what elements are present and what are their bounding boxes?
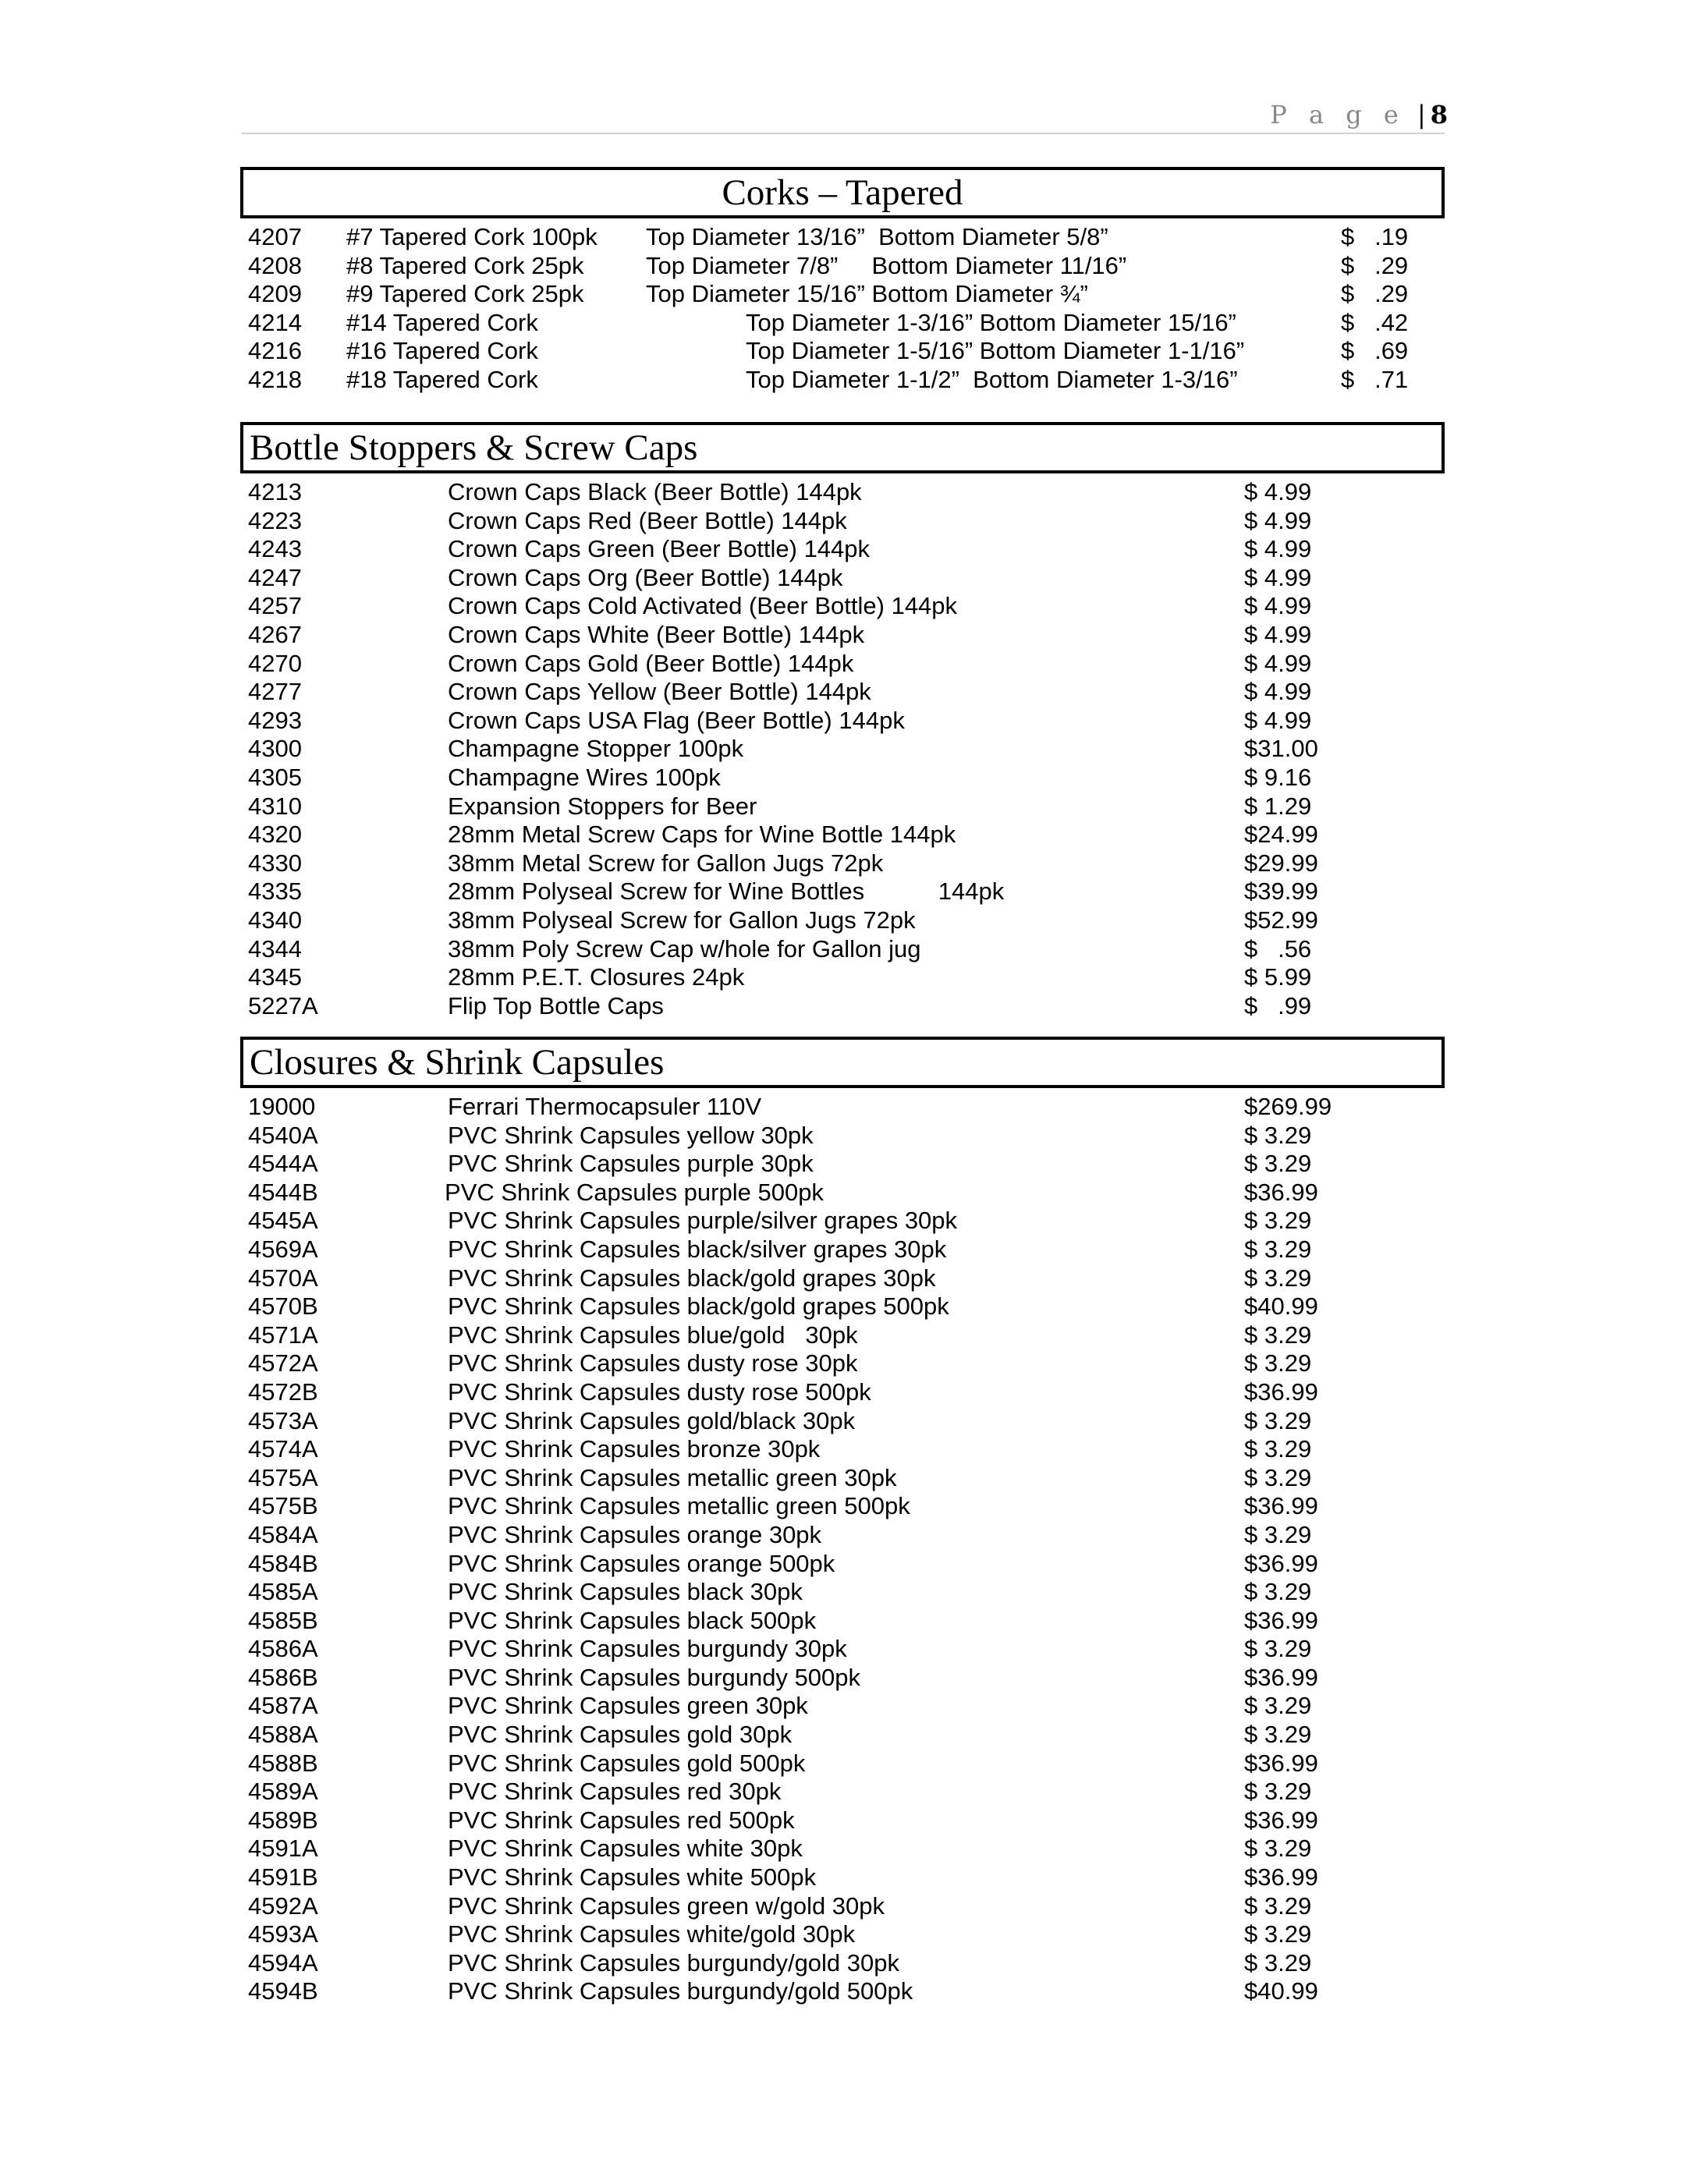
- item-name: #8 Tapered Cork 25pk: [346, 251, 584, 279]
- item-name: PVC Shrink Capsules burgundy 30pk: [448, 1635, 847, 1663]
- item-price: $36.99: [1244, 1806, 1318, 1834]
- item-name: Expansion Stoppers for Beer: [448, 792, 757, 820]
- item-price: $ .71: [1341, 365, 1409, 393]
- item-code: 5227A: [248, 991, 318, 1019]
- item-price: $ 3.29: [1244, 1635, 1312, 1663]
- item-name: PVC Shrink Capsules burgundy/gold 500pk: [448, 1977, 913, 2005]
- item-name: Crown Caps Black (Beer Bottle) 144pk: [448, 478, 862, 505]
- item-name: PVC Shrink Capsules orange 500pk: [448, 1549, 835, 1577]
- item-name: PVC Shrink Capsules metallic green 30pk: [448, 1463, 897, 1491]
- item-name: #18 Tapered Cork: [346, 365, 538, 393]
- item-code: 4588A: [248, 1721, 318, 1749]
- item-name: 28mm Polyseal Screw for Wine Bottles 144pk: [448, 878, 1005, 906]
- item-name: PVC Shrink Capsules burgundy 500pk: [448, 1663, 861, 1691]
- table-row: [0, 678, 1688, 707]
- item-code: 4544A: [248, 1150, 318, 1178]
- item-code: 4572B: [248, 1377, 318, 1406]
- table-row: [0, 1378, 1688, 1407]
- item-code: 4223: [248, 506, 302, 534]
- item-price: $ 3.29: [1244, 1235, 1312, 1263]
- item-price: $ 3.29: [1244, 1520, 1312, 1548]
- item-name: PVC Shrink Capsules black/gold grapes 30pk: [448, 1264, 936, 1292]
- item-code: 4586B: [248, 1663, 318, 1691]
- table-row: [0, 1835, 1688, 1863]
- table-row: [0, 935, 1688, 964]
- item-price: $ 4.99: [1244, 592, 1312, 620]
- item-price: $ 4.99: [1244, 563, 1312, 591]
- item-name: PVC Shrink Capsules bronze 30pk: [448, 1435, 821, 1463]
- item-price: $ 4.99: [1244, 535, 1312, 563]
- item-price: $ .99: [1244, 991, 1312, 1019]
- item-name: #16 Tapered Cork: [346, 337, 538, 365]
- item-code: 4277: [248, 678, 302, 706]
- item-price: $ 3.29: [1244, 1920, 1312, 1948]
- item-code: 4305: [248, 763, 302, 791]
- item-code: 4594A: [248, 1948, 318, 1977]
- item-price: $ 1.29: [1244, 792, 1312, 820]
- table-row: [0, 1721, 1688, 1750]
- closures-price-list: [0, 1093, 1688, 2006]
- item-code: 4207: [248, 223, 302, 250]
- item-name: PVC Shrink Capsules green 30pk: [448, 1692, 808, 1720]
- table-row: [0, 1750, 1688, 1778]
- table-row: [0, 1863, 1688, 1892]
- item-code: 4216: [248, 337, 302, 365]
- table-row: [0, 1207, 1688, 1236]
- table-row: [0, 535, 1688, 564]
- item-code: 4569A: [248, 1235, 318, 1263]
- item-price: $ .69: [1341, 337, 1409, 365]
- item-code: 4593A: [248, 1920, 318, 1948]
- table-row: [0, 1264, 1688, 1293]
- corks-price-list: [0, 223, 1688, 395]
- table-row: [0, 878, 1688, 906]
- item-code: 4213: [248, 478, 302, 505]
- item-name: #7 Tapered Cork 100pk: [346, 223, 598, 250]
- item-name: PVC Shrink Capsules blue/gold 30pk: [448, 1321, 858, 1349]
- item-name: PVC Shrink Capsules metallic green 500pk: [448, 1492, 910, 1520]
- item-name: PVC Shrink Capsules purple/silver grapes 30pk: [448, 1207, 958, 1235]
- item-code: 4270: [248, 649, 302, 677]
- table-row: [0, 592, 1688, 621]
- table-row: [0, 1492, 1688, 1521]
- item-price: $36.99: [1244, 1663, 1318, 1691]
- table-row: [0, 963, 1688, 992]
- section-title-stoppers: Bottle Stoppers & Screw Caps: [240, 422, 1445, 473]
- item-price: $ 3.29: [1244, 1435, 1312, 1463]
- item-name: Ferrari Thermocapsuler 110V: [448, 1093, 762, 1120]
- item-price: $ .42: [1341, 308, 1409, 336]
- item-code: 4544B: [248, 1178, 318, 1206]
- table-row: [0, 223, 1688, 252]
- item-code: 4589B: [248, 1806, 318, 1834]
- item-name: PVC Shrink Capsules black/gold grapes 500pk: [448, 1292, 949, 1321]
- item-price: $36.99: [1244, 1606, 1318, 1634]
- item-name: PVC Shrink Capsules gold 30pk: [448, 1721, 793, 1749]
- table-row: [0, 1407, 1688, 1436]
- item-name: 38mm Poly Screw Cap w/hole for Gallon jug: [448, 934, 921, 963]
- table-row: [0, 252, 1688, 281]
- item-code: 4587A: [248, 1692, 318, 1720]
- page-separator: |: [1417, 100, 1426, 129]
- item-name: Crown Caps Org (Beer Bottle) 144pk: [448, 563, 843, 591]
- table-row: [0, 1150, 1688, 1179]
- table-row: [0, 507, 1688, 536]
- item-name: #14 Tapered Cork: [346, 308, 538, 336]
- table-row: [0, 1892, 1688, 1921]
- item-name: Champagne Stopper 100pk: [448, 735, 744, 763]
- item-price: $ 3.29: [1244, 1721, 1312, 1749]
- item-name: Flip Top Bottle Caps: [448, 991, 664, 1019]
- item-name: 38mm Metal Screw for Gallon Jugs 72pk: [448, 849, 884, 877]
- item-name: Crown Caps White (Beer Bottle) 144pk: [448, 620, 865, 648]
- item-code: 4594B: [248, 1977, 318, 2005]
- table-row: [0, 1607, 1688, 1636]
- item-name: #9 Tapered Cork 25pk: [346, 280, 584, 308]
- table-row: [0, 906, 1688, 935]
- table-row: [0, 1920, 1688, 1949]
- table-row: [0, 1664, 1688, 1693]
- table-row: [0, 1435, 1688, 1464]
- item-name: PVC Shrink Capsules white 30pk: [448, 1835, 803, 1863]
- item-price: $ .29: [1341, 251, 1409, 279]
- table-row: [0, 1521, 1688, 1550]
- item-code: 4545A: [248, 1207, 318, 1235]
- table-row: [0, 1349, 1688, 1378]
- table-row: [0, 1635, 1688, 1664]
- item-name: PVC Shrink Capsules red 30pk: [448, 1778, 782, 1806]
- item-name: PVC Shrink Capsules black 500pk: [448, 1606, 817, 1634]
- item-price: $31.00: [1244, 735, 1318, 763]
- table-row: [0, 621, 1688, 650]
- item-code: 4243: [248, 535, 302, 563]
- item-code: 4218: [248, 365, 302, 393]
- item-code: 4208: [248, 251, 302, 279]
- item-price: $36.99: [1244, 1178, 1318, 1206]
- item-code: 4247: [248, 563, 302, 591]
- item-code: 4320: [248, 821, 302, 849]
- item-name: Crown Caps Red (Beer Bottle) 144pk: [448, 506, 847, 534]
- item-desc: Top Diameter 15/16” Bottom Diameter ¾”: [646, 280, 1088, 308]
- item-name: PVC Shrink Capsules white/gold 30pk: [448, 1920, 856, 1948]
- item-code: 4584A: [248, 1520, 318, 1548]
- item-price: $ 3.29: [1244, 1321, 1312, 1349]
- item-name: Crown Caps Green (Beer Bottle) 144pk: [448, 535, 871, 563]
- table-row: [0, 1949, 1688, 1978]
- item-name: PVC Shrink Capsules black/silver grapes 30pk: [448, 1235, 947, 1263]
- table-row: [0, 1578, 1688, 1607]
- item-price: $ .56: [1244, 934, 1312, 963]
- item-code: 4540A: [248, 1121, 318, 1149]
- item-price: $ 3.29: [1244, 1948, 1312, 1977]
- item-code: 4585B: [248, 1606, 318, 1634]
- item-price: $ 4.99: [1244, 506, 1312, 534]
- item-name: PVC Shrink Capsules green w/gold 30pk: [448, 1892, 885, 1920]
- item-name: Crown Caps USA Flag (Beer Bottle) 144pk: [448, 706, 905, 734]
- table-row: [0, 1321, 1688, 1350]
- item-price: $ 3.29: [1244, 1892, 1312, 1920]
- table-row: [0, 764, 1688, 792]
- item-code: 4591A: [248, 1835, 318, 1863]
- table-row: [0, 1236, 1688, 1264]
- item-code: 4585A: [248, 1578, 318, 1606]
- item-price: $269.99: [1244, 1093, 1332, 1120]
- item-price: $ 3.29: [1244, 1207, 1312, 1235]
- item-code: 4300: [248, 735, 302, 763]
- table-row: [0, 1093, 1688, 1122]
- table-row: [0, 821, 1688, 849]
- item-name: PVC Shrink Capsules gold 500pk: [448, 1749, 806, 1777]
- item-code: 4344: [248, 934, 302, 963]
- item-code: 4575A: [248, 1463, 318, 1491]
- item-price: $36.99: [1244, 1863, 1318, 1892]
- header-rule: [242, 133, 1445, 134]
- item-price: $36.99: [1244, 1492, 1318, 1520]
- item-price: $ 4.99: [1244, 706, 1312, 734]
- item-code: 4589A: [248, 1778, 318, 1806]
- stoppers-price-list: [0, 478, 1688, 1020]
- item-price: $ 5.99: [1244, 963, 1312, 991]
- item-name: Crown Caps Gold (Beer Bottle) 144pk: [448, 649, 854, 677]
- item-desc: Top Diameter 1-5/16” Bottom Diameter 1-1/16”: [746, 337, 1245, 365]
- table-row: [0, 1977, 1688, 2006]
- item-name: PVC Shrink Capsules dusty rose 500pk: [448, 1377, 871, 1406]
- item-price: $36.99: [1244, 1749, 1318, 1777]
- item-code: 4574A: [248, 1435, 318, 1463]
- item-code: 4345: [248, 963, 302, 991]
- item-price: $ 3.29: [1244, 1692, 1312, 1720]
- item-code: 4571A: [248, 1321, 318, 1349]
- item-code: 4293: [248, 706, 302, 734]
- item-price: $40.99: [1244, 1292, 1318, 1321]
- item-name: PVC Shrink Capsules gold/black 30pk: [448, 1406, 856, 1434]
- item-name: 38mm Polyseal Screw for Gallon Jugs 72pk: [448, 906, 916, 934]
- item-code: 4575B: [248, 1492, 318, 1520]
- item-price: $ 4.99: [1244, 620, 1312, 648]
- table-row: [0, 1292, 1688, 1321]
- item-price: $36.99: [1244, 1377, 1318, 1406]
- table-row: [0, 735, 1688, 764]
- item-code: 4330: [248, 849, 302, 877]
- item-code: 4257: [248, 592, 302, 620]
- item-code: 4588B: [248, 1749, 318, 1777]
- table-row: [0, 650, 1688, 679]
- item-price: $ 4.99: [1244, 478, 1312, 505]
- item-name: PVC Shrink Capsules dusty rose 30pk: [448, 1349, 858, 1377]
- section-title-closures: Closures & Shrink Capsules: [240, 1037, 1445, 1088]
- item-code: 4572A: [248, 1349, 318, 1377]
- table-row: [0, 564, 1688, 593]
- item-code: 4592A: [248, 1892, 318, 1920]
- table-row: [0, 1692, 1688, 1721]
- item-price: $40.99: [1244, 1977, 1318, 2005]
- item-desc: Top Diameter 7/8” Bottom Diameter 11/16”: [646, 251, 1127, 279]
- table-row: [0, 337, 1688, 366]
- item-code: 4586A: [248, 1635, 318, 1663]
- section-title-corks: Corks – Tapered: [240, 167, 1445, 218]
- item-code: 4209: [248, 280, 302, 308]
- table-row: [0, 1806, 1688, 1835]
- item-price: $ 4.99: [1244, 678, 1312, 706]
- item-name: 28mm Metal Screw Caps for Wine Bottle 144pk: [448, 821, 956, 849]
- item-name: PVC Shrink Capsules purple 500pk: [445, 1178, 824, 1206]
- item-price: $ 3.29: [1244, 1150, 1312, 1178]
- item-price: $ 3.29: [1244, 1778, 1312, 1806]
- item-code: 4340: [248, 906, 302, 934]
- item-price: $ 3.29: [1244, 1835, 1312, 1863]
- page-label: P a g e: [1270, 100, 1406, 129]
- item-code: 4335: [248, 878, 302, 906]
- item-desc: Top Diameter 13/16” Bottom Diameter 5/8”: [646, 223, 1108, 250]
- item-code: 4573A: [248, 1406, 318, 1434]
- item-code: 4267: [248, 620, 302, 648]
- item-price: $ 3.29: [1244, 1264, 1312, 1292]
- item-code: 19000: [248, 1093, 316, 1120]
- page-number: 8: [1430, 100, 1448, 129]
- item-name: PVC Shrink Capsules yellow 30pk: [448, 1121, 814, 1149]
- table-row: [0, 849, 1688, 878]
- item-code: 4570B: [248, 1292, 318, 1321]
- item-price: $ 3.29: [1244, 1463, 1312, 1491]
- item-code: 4584B: [248, 1549, 318, 1577]
- table-row: [0, 309, 1688, 338]
- item-desc: Top Diameter 1-3/16” Bottom Diameter 15/16”: [746, 308, 1236, 336]
- page-header: [1270, 100, 1448, 129]
- item-price: $ 4.99: [1244, 649, 1312, 677]
- table-row: [0, 478, 1688, 507]
- item-desc: Top Diameter 1-1/2” Bottom Diameter 1-3/16”: [746, 365, 1238, 393]
- item-code: 4310: [248, 792, 302, 820]
- item-price: $ 3.29: [1244, 1578, 1312, 1606]
- item-price: $39.99: [1244, 878, 1318, 906]
- item-price: $ 3.29: [1244, 1121, 1312, 1149]
- item-price: $ 9.16: [1244, 763, 1312, 791]
- table-row: [0, 366, 1688, 395]
- item-name: Champagne Wires 100pk: [448, 763, 721, 791]
- item-code: 4591B: [248, 1863, 318, 1892]
- table-row: [0, 1179, 1688, 1207]
- item-price: $52.99: [1244, 906, 1318, 934]
- table-row: [0, 280, 1688, 309]
- item-name: PVC Shrink Capsules black 30pk: [448, 1578, 803, 1606]
- table-row: [0, 992, 1688, 1021]
- item-name: PVC Shrink Capsules orange 30pk: [448, 1520, 822, 1548]
- item-price: $ .19: [1341, 223, 1409, 250]
- item-price: $24.99: [1244, 821, 1318, 849]
- table-row: [0, 1464, 1688, 1493]
- item-code: 4214: [248, 308, 302, 336]
- table-row: [0, 1778, 1688, 1806]
- item-price: $ 3.29: [1244, 1406, 1312, 1434]
- item-price: $29.99: [1244, 849, 1318, 877]
- item-name: PVC Shrink Capsules purple 30pk: [448, 1150, 814, 1178]
- item-name: Crown Caps Cold Activated (Beer Bottle) 144pk: [448, 592, 958, 620]
- item-name: PVC Shrink Capsules burgundy/gold 30pk: [448, 1948, 900, 1977]
- item-name: PVC Shrink Capsules red 500pk: [448, 1806, 795, 1834]
- item-price: $36.99: [1244, 1549, 1318, 1577]
- table-row: [0, 1550, 1688, 1579]
- item-name: 28mm P.E.T. Closures 24pk: [448, 963, 745, 991]
- item-code: 4570A: [248, 1264, 318, 1292]
- table-row: [0, 1122, 1688, 1150]
- item-name: PVC Shrink Capsules white 500pk: [448, 1863, 817, 1892]
- item-price: $ .29: [1341, 280, 1409, 308]
- table-row: [0, 707, 1688, 736]
- item-name: Crown Caps Yellow (Beer Bottle) 144pk: [448, 678, 871, 706]
- item-price: $ 3.29: [1244, 1349, 1312, 1377]
- table-row: [0, 792, 1688, 821]
